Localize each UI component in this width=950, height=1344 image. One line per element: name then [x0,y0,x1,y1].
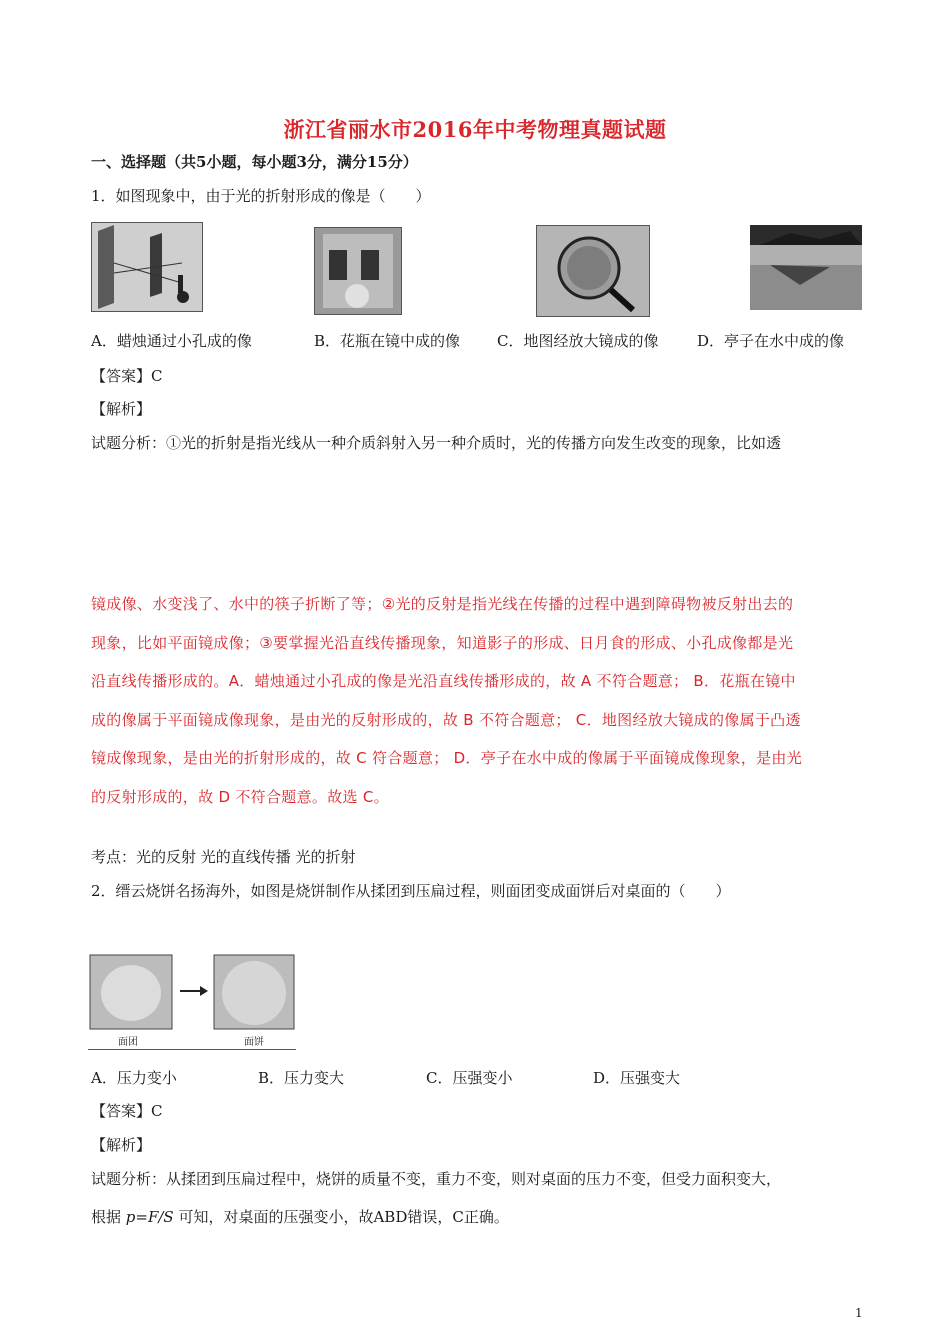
q2-option-a: A．压力变小 [91,1069,177,1087]
page-number: 1 [855,1306,863,1320]
q2-option-b: B．压力变大 [258,1069,345,1087]
q1-analysis-label: 【解析】 [91,400,152,418]
analysis-line: 现象，比如平面镜成像；③要掌握光沿直线传播现象，知道影子的形成、日月食的形成、小孔成像都是光 [91,633,794,652]
q1-option-c: C．地图经放大镜成的像 [497,332,659,350]
analysis-line: 镜成像、水变浅了、水中的筷子折断了等；②光的反射是指光线在传播的过程中遇到障碍物被反射出去的 [91,595,794,613]
magnifier-map-image [536,225,650,317]
analysis-text: 根据 [91,1208,126,1226]
analysis-text: 可知，对桌面的压强变小，故ABD错误，C正确。 [173,1208,509,1226]
q2-analysis-line-2 [91,1207,509,1227]
page-title: 浙江省丽水市2016年中考物理真题试题 [283,117,667,142]
q1-kaodian: 考点：光的反射 光的直线传播 光的折射 [91,848,356,866]
vase-mirror-image [314,227,402,315]
q2-option-d: D．压强变大 [593,1069,681,1087]
analysis-line: 镜成像现象，是由光的折射形成的，故 C 符合题意； D．亭子在水中成的像属于平面镜成像现象，是由光 [91,749,803,767]
analysis-line: 成的像属于平面镜成像现象，是由光的反射形成的，故 B 不符合题意； C．地图经放大镜成的像属于凸透 [91,710,801,729]
q1-answer: 【答案】C [91,367,163,385]
q2-analysis-label: 【解析】 [91,1136,152,1154]
dough-flatten-image [88,953,296,1050]
q1-option-a: A．蜡烛通过小孔成的像 [91,332,252,350]
flatbread-label: 面饼 [244,1037,264,1048]
q1-option-b: B．花瓶在镜中成的像 [314,332,461,350]
q1-analysis-body [91,585,871,816]
section-heading: 一、选择题（共5小题，每小题3分，满分15分） [91,153,418,171]
q2-analysis-line-1: 试题分析：从揉团到压扁过程中，烧饼的质量不变，重力不变，则对桌面的压力不变，但受力面积变大， [91,1170,782,1188]
analysis-line: 的反射形成的，故 D 不符合题意。故选 C。 [91,787,389,806]
question-1-stem: 1．如图现象中，由于光的折射形成的像是（ ） [91,187,431,205]
pavilion-reflection-image [750,225,862,310]
q1-option-d: D．亭子在水中成的像 [697,332,845,350]
dough-label: 面团 [118,1037,138,1048]
question-2-stem: 2．缙云烧饼名扬海外，如图是烧饼制作从揉团到压扁过程，则面团变成面饼后对桌面的（ ） [91,882,731,900]
q2-option-c: C．压强变小 [426,1069,513,1087]
analysis-line: 沿直线传播形成的。A．蜡烛通过小孔成的像是光沿直线传播形成的，故 A 不符合题意； B．花瓶在镜中 [91,672,796,690]
q2-answer: 【答案】C [91,1102,163,1120]
candle-pinhole-image [91,222,203,312]
q1-analysis-intro: 试题分析：①光的折射是指光线从一种介质斜射入另一种介质时，光的传播方向发生改变的现象，比如透 [91,434,782,452]
formula: p=F/S [125,1208,174,1226]
